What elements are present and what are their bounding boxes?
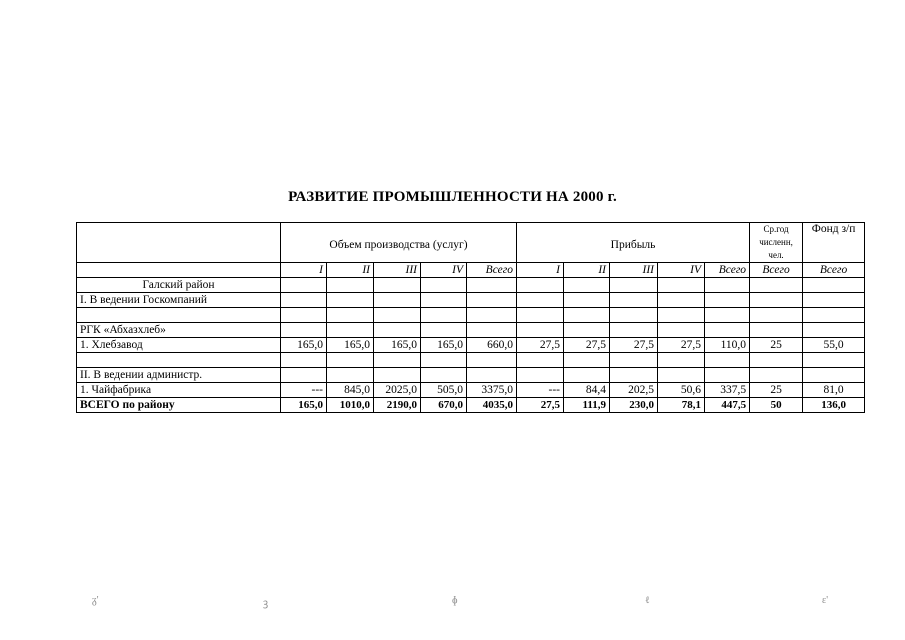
table-cell: 110,0	[705, 338, 750, 353]
handwritten-mark: ꝫ	[263, 598, 269, 609]
total-cell: 230,0	[610, 398, 658, 413]
table-cell	[750, 368, 803, 383]
total-row	[77, 398, 865, 413]
table-cell: 25	[750, 338, 803, 353]
subheader-cell: I	[517, 263, 564, 278]
header-empty-cell	[77, 223, 281, 263]
total-cell: 50	[750, 398, 803, 413]
table-cell	[705, 293, 750, 308]
table-cell	[421, 353, 467, 368]
subheader-cell: Всего	[705, 263, 750, 278]
row-label	[77, 308, 281, 323]
table-cell: 165,0	[327, 338, 374, 353]
row-label: Галский район	[77, 278, 281, 293]
table-cell: 505,0	[421, 383, 467, 398]
subheader-cell: Всего	[750, 263, 803, 278]
table-cell: ---	[517, 383, 564, 398]
table-cell: 845,0	[327, 383, 374, 398]
table-cell	[517, 293, 564, 308]
table-cell	[281, 368, 327, 383]
table-cell	[327, 293, 374, 308]
table-cell	[803, 308, 865, 323]
table-cell: 202,5	[610, 383, 658, 398]
row-label	[77, 353, 281, 368]
table-cell	[750, 308, 803, 323]
table-cell	[610, 293, 658, 308]
subheader-cell: II	[564, 263, 610, 278]
total-cell: 78,1	[658, 398, 705, 413]
table-cell: 84,4	[564, 383, 610, 398]
subheader-cell: I	[281, 263, 327, 278]
table-cell	[610, 278, 658, 293]
subheader-row	[77, 263, 865, 278]
table-row	[77, 338, 865, 353]
table-cell: ---	[281, 383, 327, 398]
total-cell: 447,5	[705, 398, 750, 413]
table-cell	[327, 308, 374, 323]
table-cell: 337,5	[705, 383, 750, 398]
table-cell	[467, 278, 517, 293]
table-cell	[705, 323, 750, 338]
total-cell: 1010,0	[327, 398, 374, 413]
table-cell: 81,0	[803, 383, 865, 398]
table-cell	[564, 353, 610, 368]
table-cell	[658, 293, 705, 308]
table-cell	[374, 308, 421, 323]
table-cell	[467, 323, 517, 338]
table-cell	[610, 368, 658, 383]
total-cell: 2190,0	[374, 398, 421, 413]
table-cell	[564, 323, 610, 338]
table-cell	[803, 323, 865, 338]
table-cell	[467, 293, 517, 308]
table-cell: 27,5	[564, 338, 610, 353]
table-cell: 660,0	[467, 338, 517, 353]
table-cell	[327, 353, 374, 368]
row-label: 1. Хлебзавод	[77, 338, 281, 353]
table-cell	[750, 293, 803, 308]
header-volume: Объем производства (услуг)	[281, 223, 517, 263]
table-cell	[705, 308, 750, 323]
page-title: РАЗВИТИЕ ПРОМЫШЛЕННОСТИ НА 2000 г.	[288, 189, 617, 205]
subheader-cell: III	[610, 263, 658, 278]
table-cell: 27,5	[610, 338, 658, 353]
table-row	[77, 278, 865, 293]
row-label: I. В ведении Госкомпаний	[77, 293, 281, 308]
table-cell	[658, 308, 705, 323]
table-cell	[658, 278, 705, 293]
table-cell	[658, 353, 705, 368]
subheader-cell: IV	[421, 263, 467, 278]
table-cell	[610, 353, 658, 368]
table-cell	[374, 368, 421, 383]
header-row	[77, 223, 865, 263]
subheader-empty-cell	[77, 263, 281, 278]
table-cell: 27,5	[517, 338, 564, 353]
table-cell: 2025,0	[374, 383, 421, 398]
header-avg-staff: Ср.год численн, чел.	[750, 223, 803, 263]
total-cell: 111,9	[564, 398, 610, 413]
table-cell: 165,0	[374, 338, 421, 353]
row-label: РГК «Абхазхлеб»	[77, 323, 281, 338]
table-cell	[281, 308, 327, 323]
table-cell	[517, 323, 564, 338]
total-cell: 165,0	[281, 398, 327, 413]
total-cell: 4035,0	[467, 398, 517, 413]
table-cell	[564, 278, 610, 293]
table-cell: 55,0	[803, 338, 865, 353]
subheader-cell: IV	[658, 263, 705, 278]
table-row	[77, 308, 865, 323]
table-cell	[421, 293, 467, 308]
table-cell	[421, 368, 467, 383]
table-cell	[281, 323, 327, 338]
table-cell	[658, 323, 705, 338]
table-cell	[327, 368, 374, 383]
row-label: 1. Чайфабрика	[77, 383, 281, 398]
table-cell	[705, 278, 750, 293]
table-cell	[327, 278, 374, 293]
total-label: ВСЕГО по району	[77, 398, 281, 413]
table-cell	[517, 368, 564, 383]
table-row	[77, 323, 865, 338]
table-cell	[467, 368, 517, 383]
header-profit: Прибыль	[517, 223, 750, 263]
table-cell: 50,6	[658, 383, 705, 398]
table-cell: 165,0	[281, 338, 327, 353]
table-row	[77, 383, 865, 398]
total-cell: 670,0	[421, 398, 467, 413]
table-cell	[281, 353, 327, 368]
subheader-cell: II	[327, 263, 374, 278]
table-cell: 27,5	[658, 338, 705, 353]
table-cell	[517, 353, 564, 368]
total-cell: 27,5	[517, 398, 564, 413]
subheader-cell: Всего	[803, 263, 865, 278]
total-cell: 136,0	[803, 398, 865, 413]
table-cell	[610, 308, 658, 323]
table-cell	[421, 323, 467, 338]
table-cell	[374, 278, 421, 293]
table-cell	[517, 308, 564, 323]
table-cell	[421, 278, 467, 293]
row-label: II. В ведении администр.	[77, 368, 281, 383]
table-cell	[564, 368, 610, 383]
handwritten-mark: ℓ	[645, 595, 650, 606]
table-cell	[467, 353, 517, 368]
table-cell	[750, 353, 803, 368]
table-row	[77, 353, 865, 368]
table-row	[77, 293, 865, 308]
handwritten-mark: ɛ'	[822, 595, 829, 606]
subheader-cell: III	[374, 263, 421, 278]
table-cell	[803, 353, 865, 368]
table-cell	[750, 323, 803, 338]
industry-table	[76, 222, 865, 413]
table-cell	[705, 353, 750, 368]
table-cell	[281, 278, 327, 293]
table-cell	[803, 368, 865, 383]
table-cell	[658, 368, 705, 383]
table-cell	[327, 323, 374, 338]
table-cell	[374, 353, 421, 368]
table-cell	[517, 278, 564, 293]
table-cell	[610, 323, 658, 338]
table-cell	[564, 293, 610, 308]
table-row	[77, 368, 865, 383]
table-cell: 25	[750, 383, 803, 398]
handwritten-mark: ᵹ'	[92, 595, 99, 606]
table-cell	[564, 308, 610, 323]
table-cell	[374, 293, 421, 308]
table-cell	[705, 368, 750, 383]
table-cell	[750, 278, 803, 293]
table-cell	[421, 308, 467, 323]
table-cell	[281, 293, 327, 308]
table-cell	[467, 308, 517, 323]
table-cell	[374, 323, 421, 338]
table-cell: 3375,0	[467, 383, 517, 398]
header-wage-fund: Фонд з/п	[803, 223, 865, 263]
table-cell	[803, 293, 865, 308]
subheader-cell: Всего	[467, 263, 517, 278]
table-cell: 165,0	[421, 338, 467, 353]
table-cell	[803, 278, 865, 293]
handwritten-mark: ɸ	[452, 595, 458, 606]
